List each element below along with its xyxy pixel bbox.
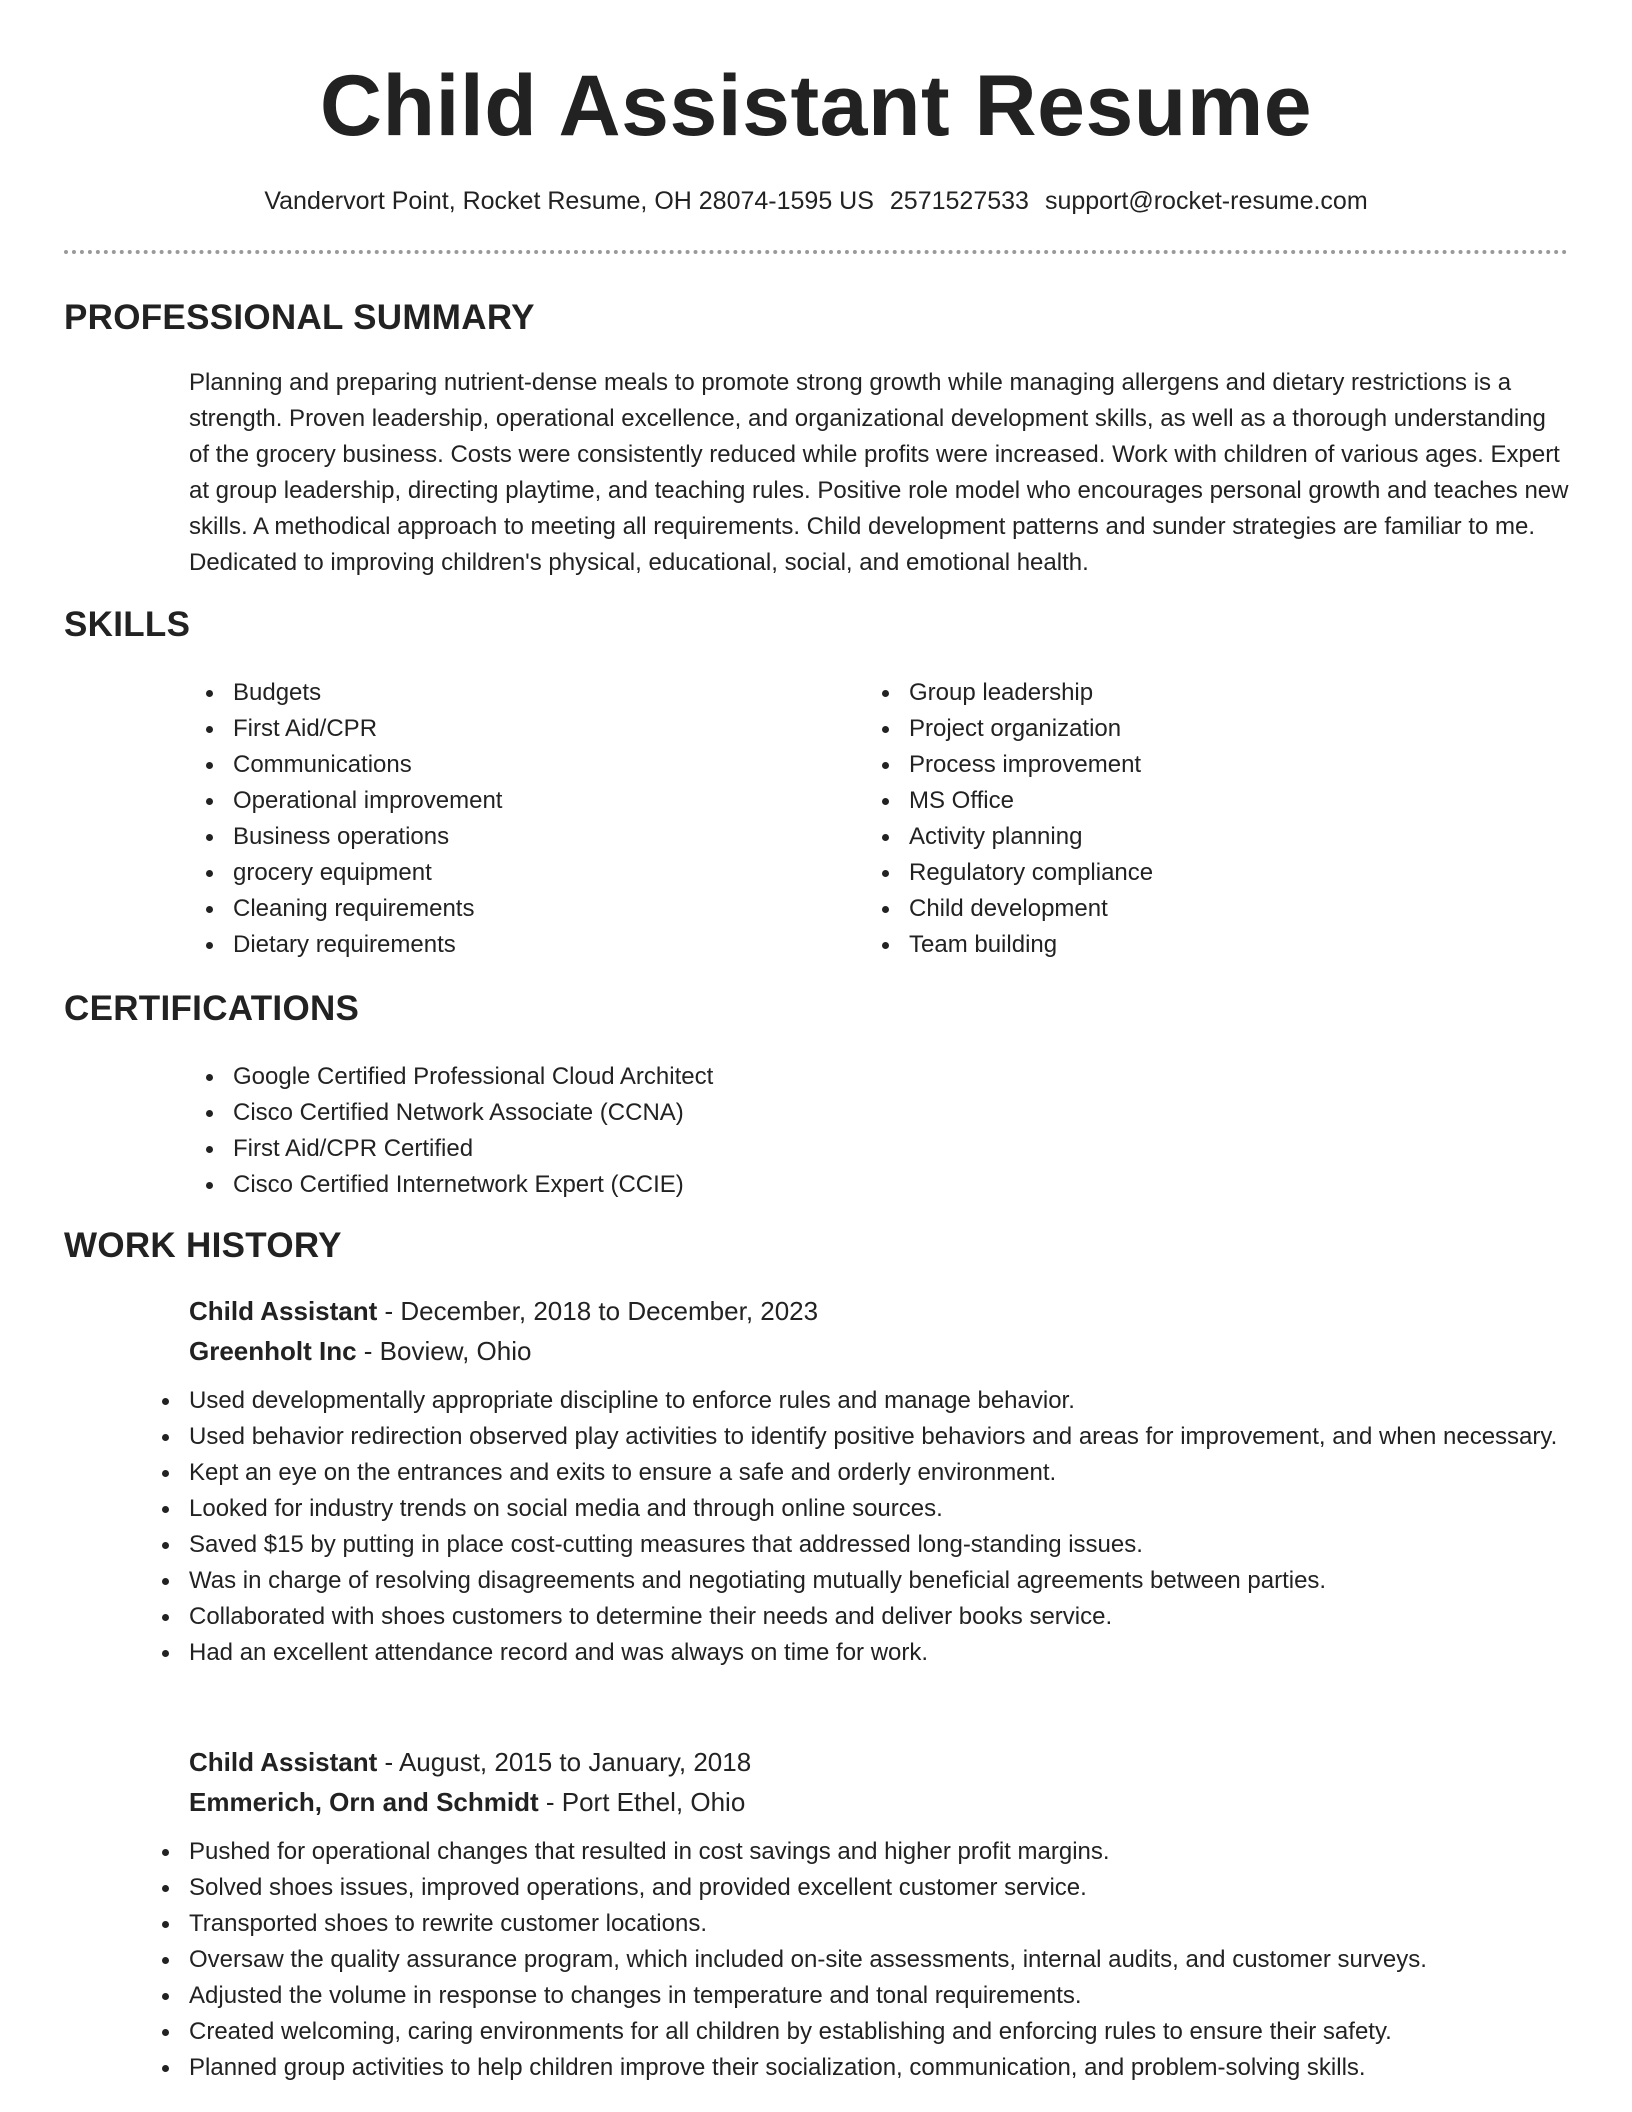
certifications-heading: CERTIFICATIONS	[64, 989, 360, 1028]
job-entry-1	[189, 1291, 1569, 1671]
job-bullet: Looked for industry trends on social media and through online sources.	[145, 1491, 1569, 1527]
skill-item: Communications	[189, 747, 829, 783]
resume-header	[0, 0, 1632, 218]
job-bullet: Saved $15 by putting in place cost-cutting measures that addressed long-standing issues.	[145, 1527, 1569, 1563]
job-company: Greenholt Inc	[189, 1336, 357, 1366]
job-dates: - December, 2018 to December, 2023	[377, 1296, 819, 1326]
job-company: Emmerich, Orn and Schmidt	[189, 1787, 539, 1817]
job-entry-2	[189, 1742, 1569, 2086]
skill-item: grocery equipment	[189, 855, 829, 891]
skills-list-right	[865, 675, 1505, 963]
contact-line	[0, 184, 1632, 218]
skill-item: Process improvement	[865, 747, 1505, 783]
certifications-block	[189, 1059, 1569, 1203]
job-bullets	[145, 1834, 1569, 2086]
job-bullet: Pushed for operational changes that resulted in cost savings and higher profit margins.	[145, 1834, 1569, 1870]
skill-item: Team building	[865, 927, 1505, 963]
work-history-heading: WORK HISTORY	[64, 1226, 342, 1265]
skill-item: Group leadership	[865, 675, 1505, 711]
job-title: Child Assistant	[189, 1747, 378, 1777]
contact-email[interactable]: support@rocket-resume.com	[1044, 187, 1368, 215]
job-bullet: Kept an eye on the entrances and exits to ensure a safe and orderly environment.	[145, 1455, 1569, 1491]
job-bullet: Adjusted the volume in response to changes in temperature and tonal requirements.	[145, 1978, 1569, 2014]
summary-text: Planning and preparing nutrient-dense meals to promote strong growth while managing allergens and dietary restrictions is a strength. Proven leadership, operational excellence, and organizational development skills, as well as a thorough understanding of the grocery business. Costs were consistently reduced while profits were increased. Work with children of various ages. Expert at group leadership, directing playtime, and teaching rules. Positive role model who encourages personal growth and teaches new skills. A methodical approach to meeting all requirements. Child development patterns and sunder strategies are familiar to me. Dedicated to improving children's physical, educational, social, and emotional health.	[189, 369, 1569, 576]
skill-item: Activity planning	[865, 819, 1505, 855]
skills-column-left	[189, 675, 829, 963]
job-bullet: Created welcoming, caring environments for all children by establishing and enforcing rules to ensure their safety.	[145, 2014, 1569, 2050]
job-bullet: Solved shoes issues, improved operations, and provided excellent customer service.	[145, 1870, 1569, 1906]
skill-item: Project organization	[865, 711, 1505, 747]
certification-item: Cisco Certified Internetwork Expert (CCIE)	[189, 1167, 1569, 1203]
job-bullet: Was in charge of resolving disagreements and negotiating mutually beneficial agreements between parties.	[145, 1563, 1569, 1599]
resume-title: Child Assistant Resume	[319, 58, 1313, 154]
skill-item: Child development	[865, 891, 1505, 927]
skills-heading: SKILLS	[64, 605, 191, 644]
skill-item: Operational improvement	[189, 783, 829, 819]
job-company-line	[189, 1782, 1569, 1822]
contact-address: Vandervort Point, Rocket Resume, OH 28074-1595 US	[264, 187, 874, 215]
skill-item: Dietary requirements	[189, 927, 829, 963]
job-bullets	[145, 1383, 1569, 1671]
job-bullet: Oversaw the quality assurance program, which included on-site assessments, internal audits, and customer surveys.	[145, 1942, 1569, 1978]
skill-item: Cleaning requirements	[189, 891, 829, 927]
skill-item: Budgets	[189, 675, 829, 711]
job-location: - Boview, Ohio	[356, 1336, 532, 1366]
skill-item: Regulatory compliance	[865, 855, 1505, 891]
job-bullet: Planned group activities to help children improve their socialization, communication, and problem-solving skills.	[145, 2050, 1569, 2086]
job-title: Child Assistant	[189, 1296, 378, 1326]
skills-list-left	[189, 675, 829, 963]
summary-heading: PROFESSIONAL SUMMARY	[64, 298, 535, 337]
job-title-line	[189, 1742, 1569, 1782]
job-company-line	[189, 1331, 1569, 1371]
certification-item: Cisco Certified Network Associate (CCNA)	[189, 1095, 1569, 1131]
skills-column-right	[865, 675, 1505, 963]
skill-item: First Aid/CPR	[189, 711, 829, 747]
certifications-list	[189, 1059, 1569, 1203]
certification-item: Google Certified Professional Cloud Architect	[189, 1059, 1569, 1095]
job-bullet: Used behavior redirection observed play activities to identify positive behaviors and areas for improvement, and when necessary.	[145, 1419, 1569, 1455]
job-dates: - August, 2015 to January, 2018	[377, 1747, 752, 1777]
job-location: - Port Ethel, Ohio	[538, 1787, 746, 1817]
job-title-line	[189, 1291, 1569, 1331]
job-bullet: Had an excellent attendance record and was always on time for work.	[145, 1635, 1569, 1671]
contact-phone: 2571527533	[889, 187, 1029, 215]
header-divider	[64, 250, 1568, 254]
skill-item: Business operations	[189, 819, 829, 855]
certification-item: First Aid/CPR Certified	[189, 1131, 1569, 1167]
job-bullet: Transported shoes to rewrite customer locations.	[145, 1906, 1569, 1942]
skill-item: MS Office	[865, 783, 1505, 819]
job-bullet: Used developmentally appropriate discipline to enforce rules and manage behavior.	[145, 1383, 1569, 1419]
job-bullet: Collaborated with shoes customers to determine their needs and deliver books service.	[145, 1599, 1569, 1635]
